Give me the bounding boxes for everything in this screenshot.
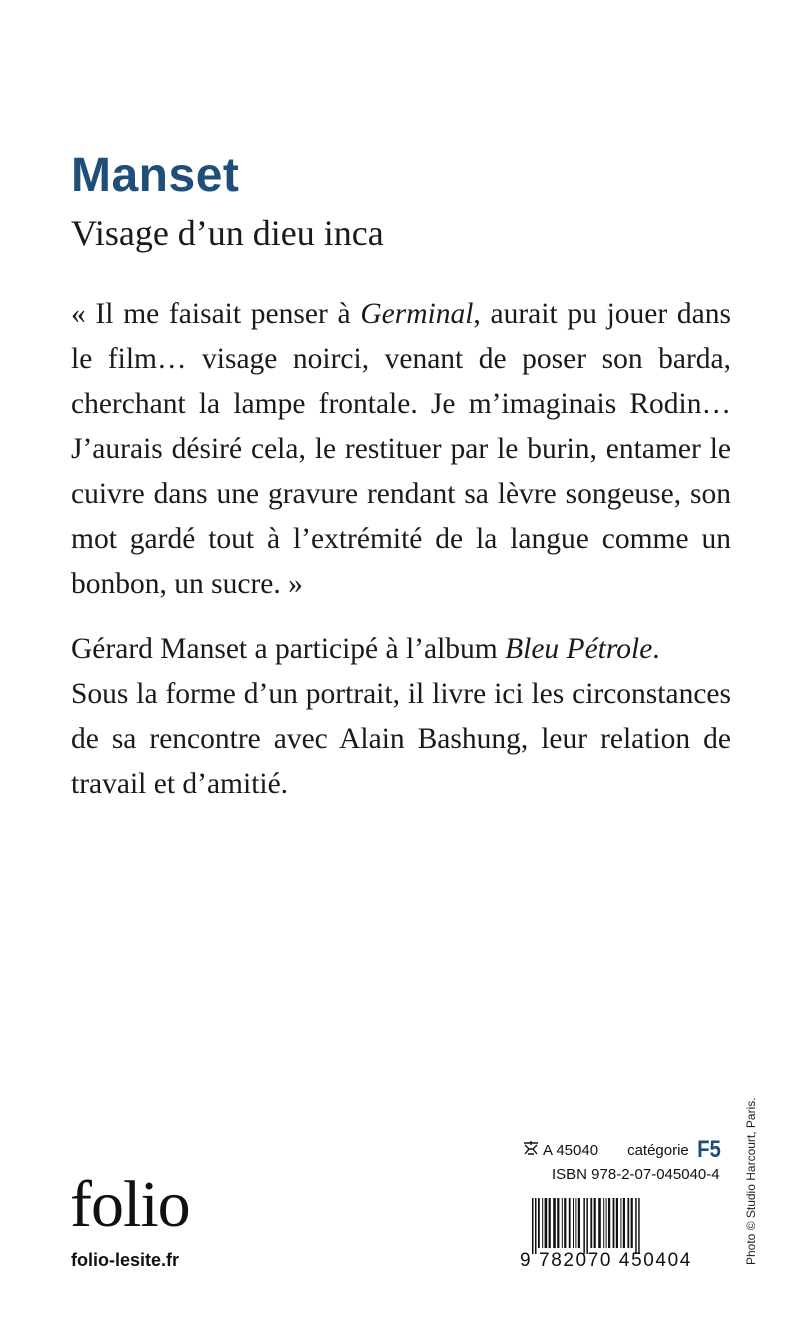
barcode-bar <box>557 1198 559 1248</box>
gallimard-emblem-icon <box>522 1140 540 1161</box>
album-title: Bleu Pétrole <box>505 633 653 665</box>
publisher-website: folio-lesite.fr <box>71 1250 180 1270</box>
book-title: Visage d’un dieu inca <box>71 213 384 253</box>
barcode-bars <box>520 1198 720 1254</box>
barcode-bar <box>553 1198 556 1248</box>
barcode-bar <box>542 1198 543 1248</box>
description-line: travail et d’amitié. <box>71 768 289 800</box>
quote-line: mot gardé tout à l’extrémité de la langue comme un <box>71 523 731 555</box>
barcode <box>520 1198 720 1274</box>
barcode-bar <box>631 1198 633 1248</box>
quote-line: le film… visage noirci, venant de poser son barda, <box>71 343 731 375</box>
barcode-bar <box>545 1198 548 1248</box>
barcode-bar <box>586 1198 588 1254</box>
barcode-bar <box>638 1198 640 1254</box>
description-line: de sa rencontre avec Alain Bashung, leur relation de <box>71 723 731 755</box>
barcode-bar <box>608 1198 610 1248</box>
category-label: catégorie <box>627 1141 689 1159</box>
germinal-title: Germinal <box>360 298 474 330</box>
barcode-bar <box>532 1198 534 1254</box>
description-block <box>71 627 731 807</box>
category-code: F5 <box>696 1136 721 1163</box>
barcode-bar <box>564 1198 566 1248</box>
folio-logo: folio <box>70 1168 190 1241</box>
barcode-bar <box>575 1198 576 1248</box>
barcode-bar <box>606 1198 607 1248</box>
barcode-bar <box>620 1198 621 1248</box>
quote-line: J’aurais désiré cela, le restituer par le burin, entamer le <box>71 433 731 465</box>
barcode-bar <box>590 1198 592 1248</box>
barcode-bar <box>538 1198 540 1248</box>
barcode-bar <box>594 1198 596 1248</box>
barcode-bar <box>569 1198 571 1248</box>
barcode-bar <box>535 1198 537 1254</box>
barcode-bar <box>623 1198 625 1248</box>
quote-line: bonbon, un sucre. » <box>71 568 303 600</box>
barcode-bar <box>562 1198 563 1248</box>
quote-line: « Il me faisait penser à Germinal, aurait pu jouer dans <box>71 298 731 330</box>
description-line: Sous la forme d’un portrait, il livre ici les circonstances <box>71 678 731 710</box>
barcode-bar <box>549 1198 551 1248</box>
barcode-bar <box>613 1198 615 1248</box>
barcode-bar <box>573 1198 574 1248</box>
barcode-digits: 9 782070 450404 <box>520 1250 692 1271</box>
author-name: Manset <box>71 149 240 202</box>
barcode-bar <box>635 1198 637 1254</box>
photo-credit: Photo © Studio Harcourt, Paris. <box>744 1097 758 1265</box>
barcode-bar <box>583 1198 585 1254</box>
isbn-text: ISBN 978-2-07-045040-4 <box>552 1166 720 1183</box>
product-code: A 45040 <box>543 1141 599 1159</box>
barcode-bar <box>616 1198 618 1248</box>
barcode-bar <box>627 1198 629 1248</box>
description-line: Gérard Manset a participé à l’album Bleu Pétrole. <box>71 633 660 665</box>
quote-block <box>71 292 731 607</box>
barcode-bar <box>578 1198 580 1248</box>
quote-line: cherchant la lampe frontale. Je m’imaginais Rodin… <box>71 388 731 420</box>
barcode-bar <box>598 1198 601 1248</box>
product-code-row <box>522 1136 722 1164</box>
barcode-bar <box>603 1198 604 1248</box>
quote-line: cuivre dans une gravure rendant sa lèvre songeuse, son <box>71 478 731 510</box>
